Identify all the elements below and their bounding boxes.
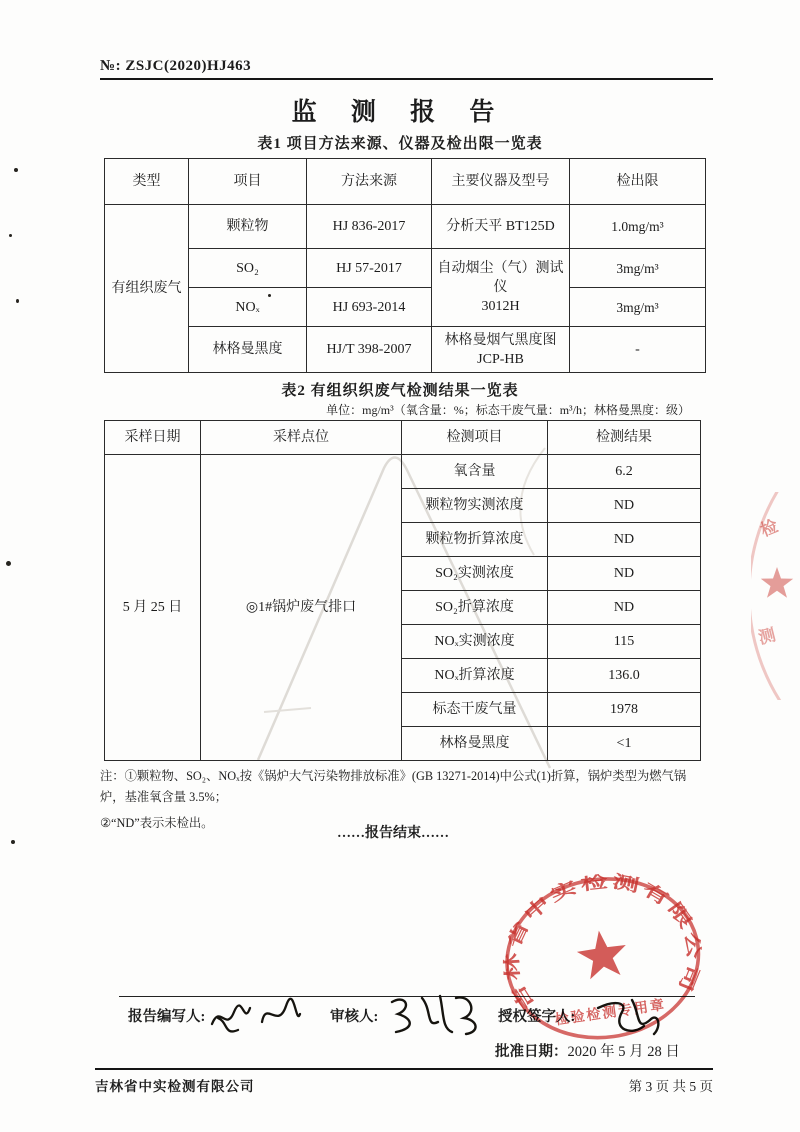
table-row xyxy=(105,455,701,489)
table-cell: ND xyxy=(548,489,701,523)
table-cell: HJ 693-2014 xyxy=(307,288,432,327)
approval-label: 批准日期： xyxy=(495,1044,568,1060)
table-cell: NOₓ xyxy=(189,288,307,327)
table-cell: 115 xyxy=(548,625,701,659)
t1-header-instrument: 主要仪器及型号 xyxy=(432,159,570,205)
table-cell: ND xyxy=(548,523,701,557)
table2-header-row xyxy=(105,421,701,455)
table-row xyxy=(105,327,706,373)
t2-header-result: 检测结果 xyxy=(548,421,701,455)
table-cell: HJ 836-2017 xyxy=(307,205,432,249)
table-cell: 1978 xyxy=(548,693,701,727)
table-cell: 3mg/m³ xyxy=(570,249,706,288)
t1-instrument-last-cell xyxy=(432,327,570,373)
footer-page-number: 第 3 页 共 5 页 xyxy=(628,1079,713,1094)
page-footer xyxy=(95,1068,713,1095)
table-row xyxy=(105,288,706,327)
t2-header-location: 采样点位 xyxy=(201,421,402,455)
instrument-line2: 3012H xyxy=(481,299,520,314)
table-cell: 标态干废气量 xyxy=(402,693,548,727)
table-cell: 氧含量 xyxy=(402,455,548,489)
table1-header-row xyxy=(105,159,706,205)
instrument-line1: 自动烟尘（气）测试仪 xyxy=(437,261,564,295)
t2-sample-location-cell: ◎1#锅炉废气排口 xyxy=(201,455,402,761)
table-cell: NOₓ折算浓度 xyxy=(402,659,548,693)
table1-methods xyxy=(104,158,706,373)
note-line-2: ②“ND”表示未检出。 xyxy=(100,816,214,830)
table-cell: SO₂实测浓度 xyxy=(402,557,548,591)
edge-seal-char-bottom: 测 xyxy=(756,625,778,648)
scan-speck xyxy=(9,234,12,237)
table-cell: 林格曼黑度 xyxy=(189,327,307,373)
table2-results xyxy=(104,420,701,761)
table-cell: 颗粒物折算浓度 xyxy=(402,523,548,557)
table-cell: HJ/T 398-2007 xyxy=(307,327,432,373)
t1-category-cell: 有组织废气 xyxy=(105,205,189,373)
table-cell: 1.0mg/m³ xyxy=(570,205,706,249)
footer-company: 吉林省中实检测有限公司 xyxy=(95,1079,255,1094)
t1-header-item: 项目 xyxy=(189,159,307,205)
scan-speck xyxy=(268,294,271,297)
note-line-1: 注：①颗粒物、SO₂、NOₓ按《锅炉大气污染物排放标准》(GB 13271-2014)中公式(1)折算，锅炉类型为燃气锅炉，基准氧含量 3.5%； xyxy=(100,769,687,804)
instrument-line1: 林格曼烟气黑度图 xyxy=(444,332,557,348)
table-cell: 6.2 xyxy=(548,455,701,489)
table-cell: 颗粒物实测浓度 xyxy=(402,489,548,523)
t1-header-type: 类型 xyxy=(105,159,189,205)
table-cell: 颗粒物 xyxy=(189,205,307,249)
table2-caption: 表2 有组织织废气检测结果一览表 xyxy=(281,383,519,399)
table-cell: ND xyxy=(548,557,701,591)
report-end-text: ……报告结束…… xyxy=(337,826,449,841)
table-cell: 林格曼黑度 xyxy=(402,727,548,761)
scan-speck xyxy=(6,561,11,566)
table-cell: HJ 57-2017 xyxy=(307,249,432,288)
report-number: №: ZSJC(2020)HJ463 xyxy=(100,58,713,80)
t1-header-limit: 检出限 xyxy=(570,159,706,205)
edge-seal-char-top: 检 xyxy=(757,516,781,541)
edge-seal-stamp xyxy=(751,492,800,700)
t1-instrument-merged-cell xyxy=(432,249,570,327)
instrument-line2: JCP-HB xyxy=(477,351,524,367)
scan-speck xyxy=(16,299,19,303)
approval-date: 2020 年 5 月 28 日 xyxy=(567,1044,680,1060)
writer-label: 报告编写人: xyxy=(128,1009,206,1025)
t2-header-item: 检测项目 xyxy=(402,421,548,455)
table-cell: 3mg/m³ xyxy=(570,288,706,327)
scan-speck xyxy=(11,840,15,844)
table-row xyxy=(105,205,706,249)
t2-sample-date-cell: 5 月 25 日 xyxy=(105,455,201,761)
writer-signature xyxy=(204,992,304,1042)
t2-header-date: 采样日期 xyxy=(105,421,201,455)
table-cell: SO₂折算浓度 xyxy=(402,591,548,625)
table2-unit-line: 单位：mg/m³（氧含量：%；标态干废气量：m³/h；林格曼黑度：级） xyxy=(326,403,690,417)
table-cell: - xyxy=(570,327,706,373)
table1-caption: 表1 项目方法来源、仪器及检出限一览表 xyxy=(257,136,543,152)
authorizer-label: 授权签字人: xyxy=(498,1009,576,1025)
star-icon xyxy=(574,927,629,980)
table-cell: ND xyxy=(548,591,701,625)
t1-header-method: 方法来源 xyxy=(307,159,432,205)
table-cell: NOₓ实测浓度 xyxy=(402,625,548,659)
page-title: 监 测 报 告 xyxy=(291,99,509,126)
reviewer-label: 审核人: xyxy=(330,1009,379,1025)
table-row xyxy=(105,249,706,288)
table-cell: <1 xyxy=(548,727,701,761)
scan-speck xyxy=(14,168,18,172)
star-icon xyxy=(761,567,793,598)
table-cell: SO₂ xyxy=(189,249,307,288)
table-cell: 分析天平 BT125D xyxy=(432,205,570,249)
seal-type-text: 检验检测专用章 xyxy=(553,998,667,1029)
seal-company-text: 吉林省中实检测有限公司 xyxy=(501,871,704,1015)
company-seal-stamp xyxy=(489,860,721,1060)
table-cell: 136.0 xyxy=(548,659,701,693)
